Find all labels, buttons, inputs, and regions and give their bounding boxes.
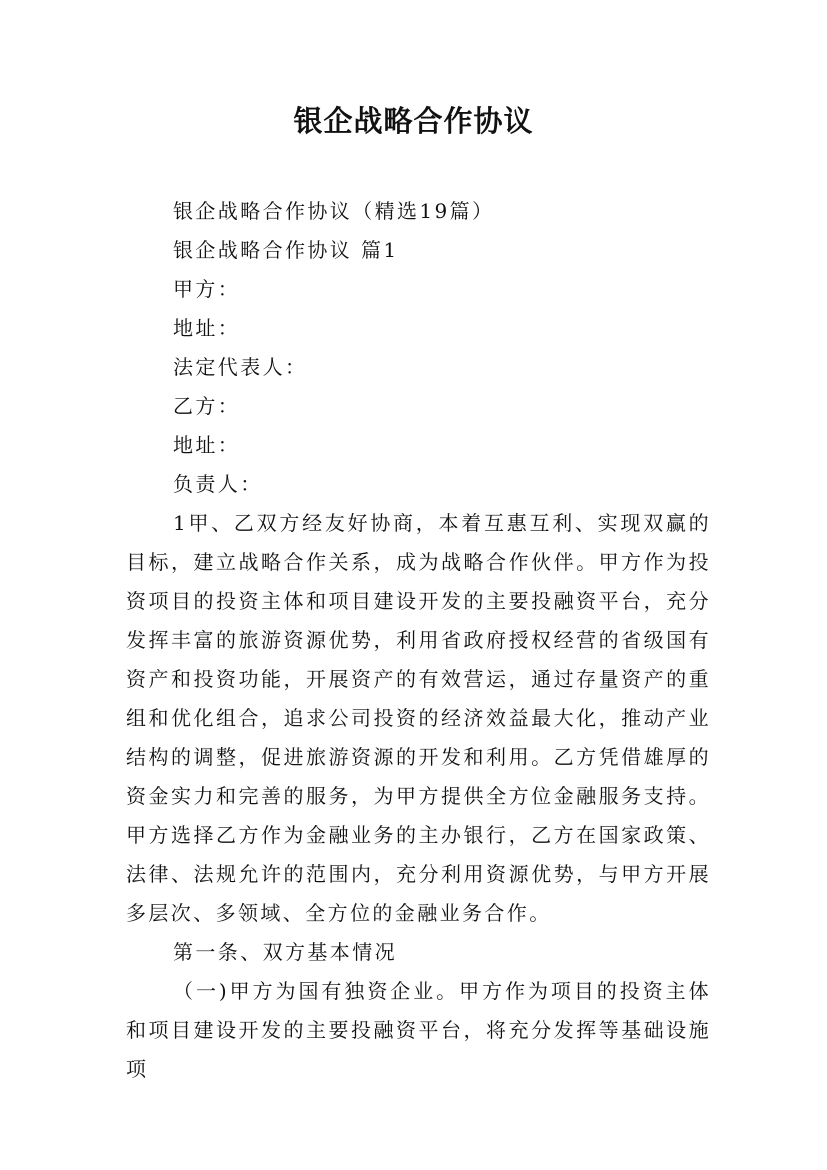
subtitle-paragraph: 银企战略合作协议（精选19篇） bbox=[173, 199, 495, 223]
article-heading: 第一条、双方基本情况 bbox=[173, 940, 397, 964]
body-paragraph: （一)甲方为国有独资企业。甲方作为项目的投资主体和项目建设开发的主要投融资平台，将充分发挥等基础设施项 bbox=[126, 979, 711, 1081]
responsible-person-label: 负责人： bbox=[173, 472, 263, 496]
party-a-address-label: 地址： bbox=[173, 316, 241, 340]
party-b-label: 乙方： bbox=[173, 394, 241, 418]
body-paragraph: 1甲、乙双方经友好协商，本着互惠互利、实现双赢的目标，建立战略合作关系，成为战略合作伙伴。甲方作为投资项目的投资主体和项目建设开发的主要投融资平台，充分发挥丰富的旅游资源优势，利用省政府授权经营的省级国有资产和投资功能，开展资产的有效营运，通过存量资产的重组和优化组合，追求公司投资的经济效益最大化，推动产业结构的调整，促进旅游资源的开发和利用。乙方凭借雄厚的资金实力和完善的服务，为甲方提供全方位金融服务支持。甲方选择乙方作为金融业务的主办银行，乙方在国家政策、法律、法规允许的范围内，充分利用资源优势，与甲方开展多层次、多领域、全方位的金融业务合作。 bbox=[126, 511, 711, 925]
party-b-address-label: 地址： bbox=[173, 433, 241, 457]
legal-representative-label: 法定代表人： bbox=[173, 355, 308, 379]
party-a-label: 甲方： bbox=[173, 277, 241, 301]
document-body bbox=[126, 192, 711, 1089]
document-title: 银企战略合作协议 bbox=[293, 104, 534, 138]
section-heading: 银企战略合作协议 篇1 bbox=[173, 238, 399, 262]
